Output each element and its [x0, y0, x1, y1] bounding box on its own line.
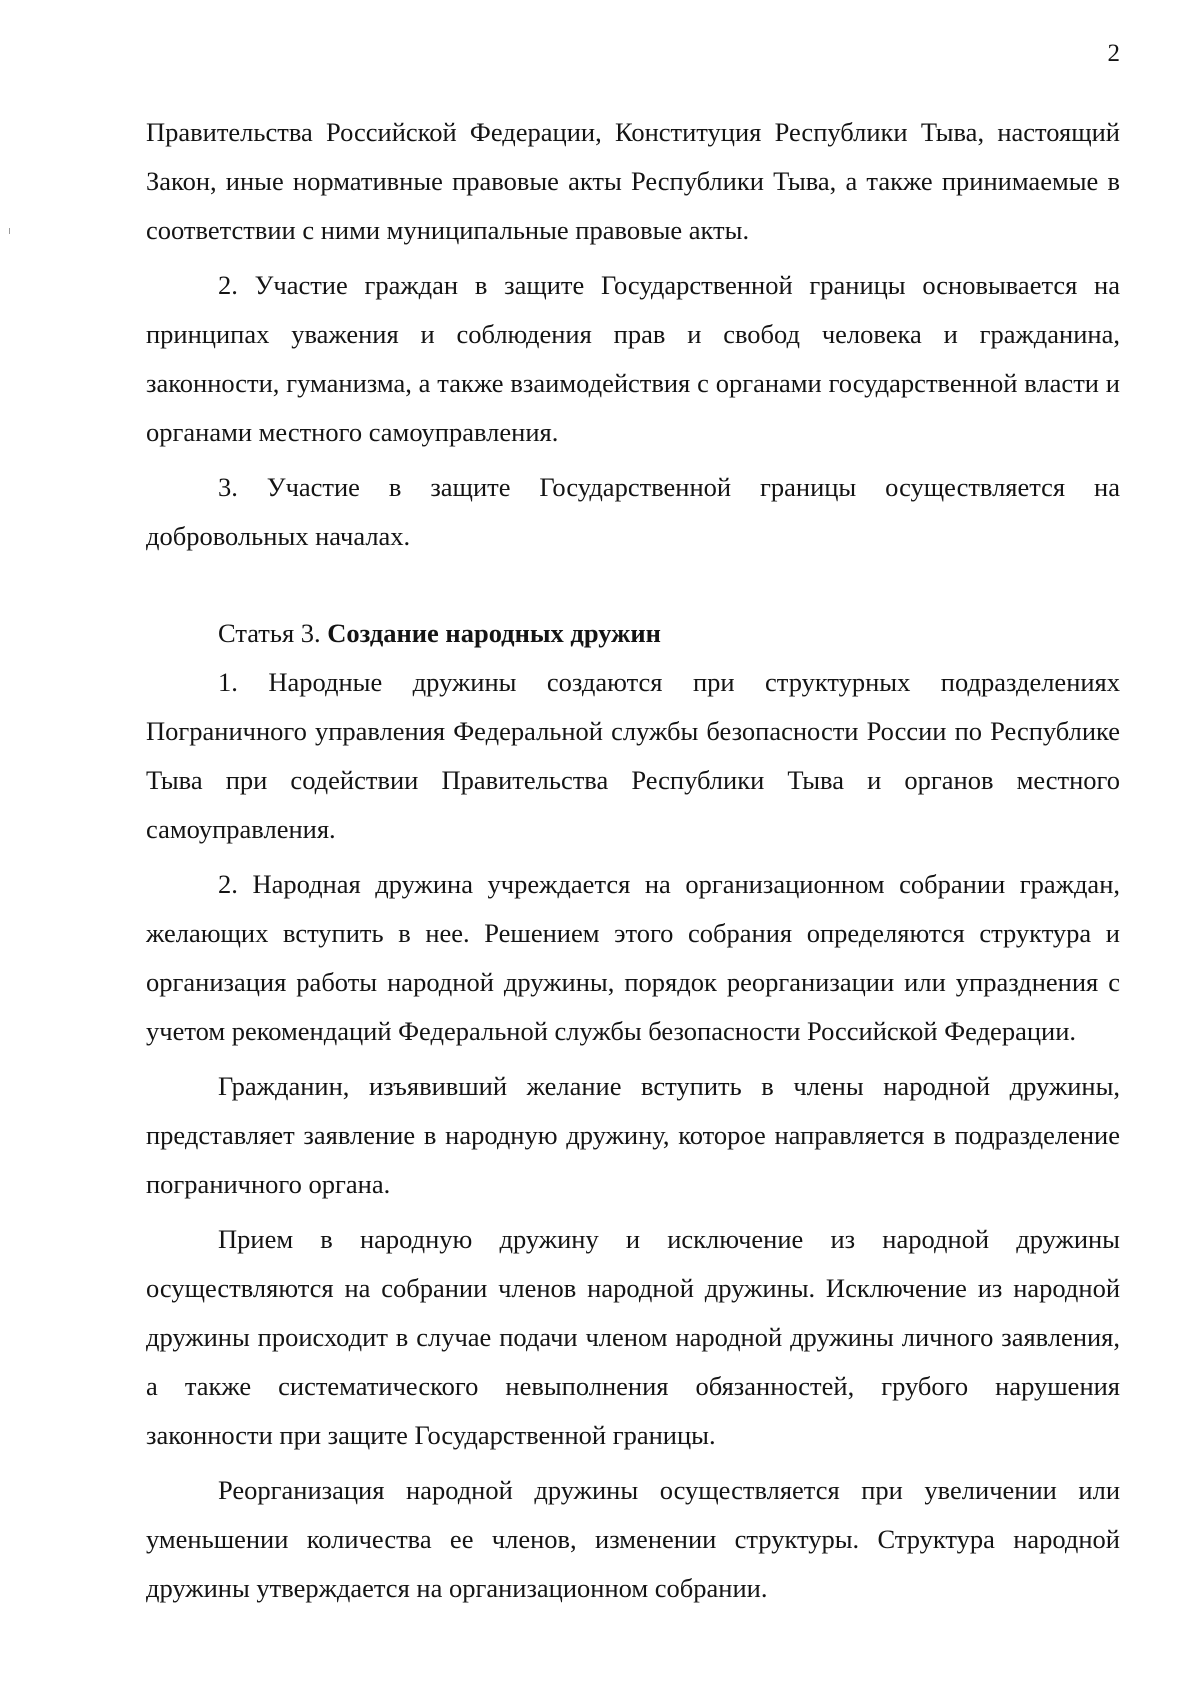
article-paragraph: Прием в народную дружину и исключение из народной дружины осуществляются на собрании членов народной дружины. Исключение из народной дружины происходит в случае подачи членом народной дружины личного заявления, а также систематического невыполнения обязанностей, грубого нарушения законности при защите Государственной границы. [146, 1224, 1120, 1450]
article-label: Статья 3. [218, 618, 321, 648]
article-paragraph: 2. Народная дружина учреждается на организационном собрании граждан, желающих вступить в нее. Решением этого собрания определяются структура и организация работы народной дружины, порядок реорганизации или упразднения с учетом рекомендаций Федеральной службы безопасности Российской Федерации. [146, 869, 1120, 1046]
document-body [146, 108, 1120, 1613]
article-paragraph: 1. Народные дружины создаются при структурных подразделениях Пограничного управления Федеральной службы безопасности России по Республике Тыва при содействии Правительства Республики Тыва и органов местного самоуправления. [146, 667, 1120, 844]
paragraph-clause-3: 3. Участие в защите Государственной границы осуществляется на добровольных началах. [146, 472, 1120, 551]
scan-edge-mark [9, 228, 10, 234]
page-number: 2 [1107, 40, 1120, 67]
paragraph-clause-2: 2. Участие граждан в защите Государственной границы основывается на принципах уважения и соблюдения прав и свобод человека и гражданина, законности, гуманизма, а также взаимодействия с органами государственной власти и органами местного самоуправления. [146, 270, 1120, 447]
paragraph-continuation: Правительства Российской Федерации, Конституция Республики Тыва, настоящий Закон, иные нормативные правовые акты Республики Тыва, а также принимаемые в соответствии с ними муниципальные правовые акты. [146, 117, 1120, 245]
article-heading [146, 609, 1120, 658]
article-paragraph: Реорганизация народной дружины осуществляется при увеличении или уменьшении количества ее членов, изменении структуры. Структура народной дружины утверждается на организационном собрании. [146, 1475, 1120, 1603]
article-title: Создание народных дружин [327, 618, 661, 648]
article-paragraph: Гражданин, изъявивший желание вступить в члены народной дружины, представляет заявление в народную дружину, которое направляется в подразделение пограничного органа. [146, 1071, 1120, 1199]
